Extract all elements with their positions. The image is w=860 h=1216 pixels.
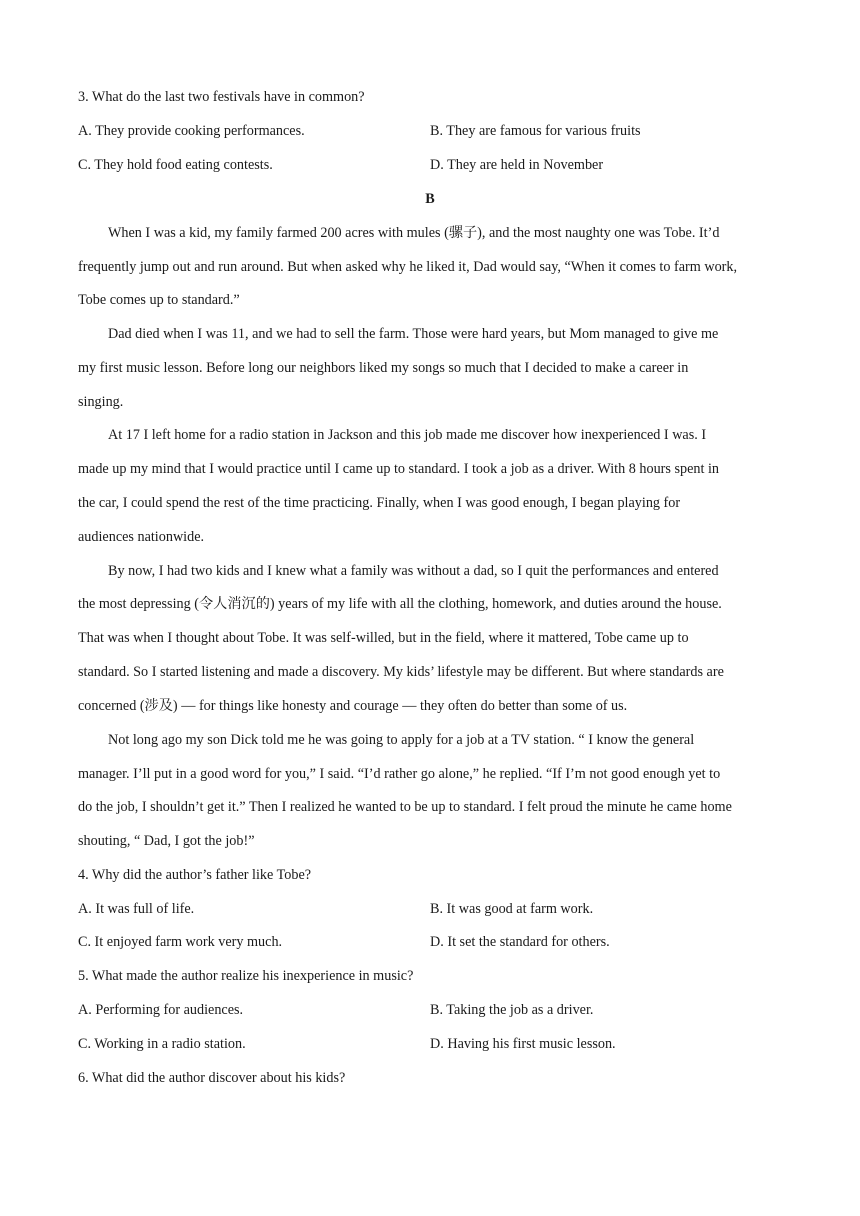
q4-option-c: C. It enjoyed farm work very much. xyxy=(78,934,283,950)
q5-option-d: D. Having his first music lesson. xyxy=(430,1036,616,1052)
passage-line: the car, I could spend the rest of the time practicing. Finally, when I was good enough, I began playing for xyxy=(78,495,681,511)
q5-option-b: B. Taking the job as a driver. xyxy=(430,1002,594,1018)
passage-line: the most depressing (令人消沉的) years of my life with all the clothing, homework, and duties around the house. xyxy=(78,596,722,612)
section-heading: B xyxy=(425,191,435,207)
passage-line: manager. I’ll put in a good word for you,” I said. “I’d rather go alone,” he replied. “If I’m not good enough yet to xyxy=(78,766,721,782)
passage-line: At 17 I left home for a radio station in Jackson and this job made me discover how inexperienced I was. I xyxy=(108,427,707,443)
passage-line: standard. So I started listening and made a discovery. My kids’ lifestyle may be different. But where standards are xyxy=(78,664,724,680)
passage-line: audiences nationwide. xyxy=(78,529,205,545)
q4-option-b: B. It was good at farm work. xyxy=(430,901,594,917)
q4-option-d: D. It set the standard for others. xyxy=(430,934,610,950)
passage-line: By now, I had two kids and I knew what a family was without a dad, so I quit the performances and entered xyxy=(108,563,719,579)
question-6: 6. What did the author discover about his kids? xyxy=(78,1070,346,1086)
q3-option-b: B. They are famous for various fruits xyxy=(430,123,641,139)
passage-line: shouting, “ Dad, I got the job!” xyxy=(78,833,255,849)
q3-option-a: A. They provide cooking performances. xyxy=(78,123,305,139)
q4-option-a: A. It was full of life. xyxy=(78,901,195,917)
question-4: 4. Why did the author’s father like Tobe? xyxy=(78,867,312,883)
passage-line: That was when I thought about Tobe. It was self-willed, but in the field, where it mattered, Tobe came up to xyxy=(78,630,689,646)
question-5: 5. What made the author realize his inexperience in music? xyxy=(78,968,414,984)
passage-line: When I was a kid, my family farmed 200 acres with mules (骡子), and the most naughty one was Tobe. It’d xyxy=(108,225,720,241)
passage-line: Not long ago my son Dick told me he was going to apply for a job at a TV station. “ I know the general xyxy=(108,732,695,748)
passage-line: concerned (涉及) — for things like honesty and courage — they often do better than some of us. xyxy=(78,698,628,714)
q5-option-c: C. Working in a radio station. xyxy=(78,1036,246,1052)
q5-option-a: A. Performing for audiences. xyxy=(78,1002,244,1018)
passage-line: made up my mind that I would practice until I came up to standard. I took a job as a driver. With 8 hours spent in xyxy=(78,461,720,477)
q3-option-c: C. They hold food eating contests. xyxy=(78,157,273,173)
passage-line: my first music lesson. Before long our neighbors liked my songs so much that I decided to make a career in xyxy=(78,360,689,376)
passage-line: frequently jump out and run around. But when asked why he liked it, Dad would say, “When it comes to farm work, xyxy=(78,259,738,275)
passage-line: do the job, I shouldn’t get it.” Then I realized he wanted to be up to standard. I felt proud the minute he came home xyxy=(78,799,732,815)
question-3: 3. What do the last two festivals have in common? xyxy=(78,89,365,105)
passage-line: Tobe comes up to standard.” xyxy=(78,292,240,308)
passage-line: Dad died when I was 11, and we had to sell the farm. Those were hard years, but Mom managed to give me xyxy=(108,326,719,342)
q3-option-d: D. They are held in November xyxy=(430,157,604,173)
passage-line: singing. xyxy=(78,394,124,410)
